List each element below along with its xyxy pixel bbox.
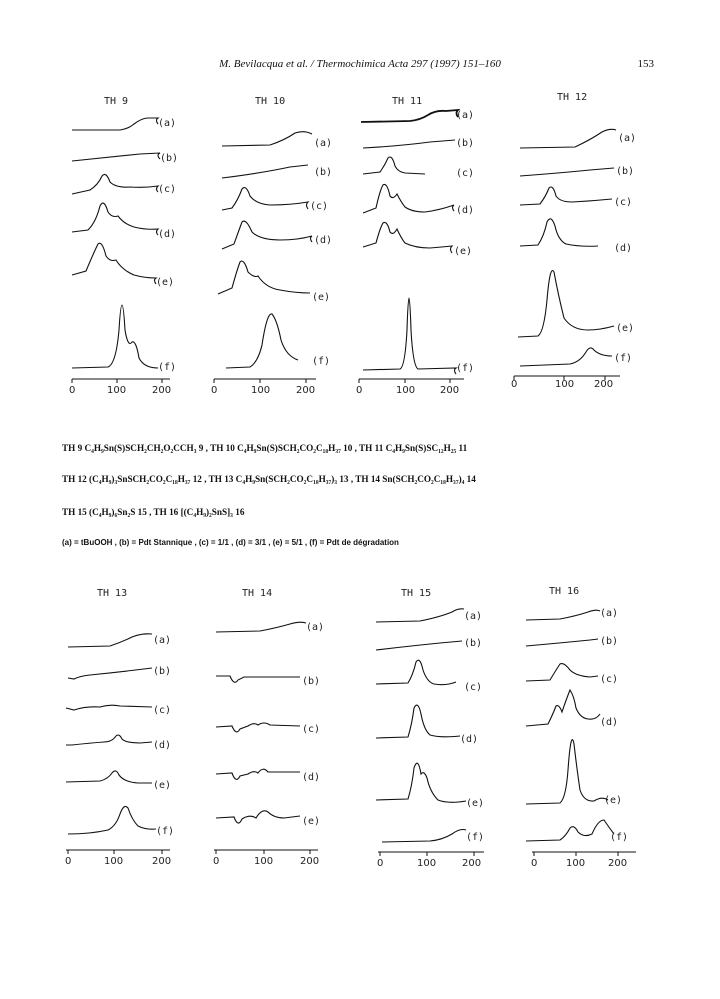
curve-label-e: (e) xyxy=(302,816,321,827)
curve-label-c: (c) xyxy=(153,705,172,716)
curve-label-d: (d) xyxy=(153,740,172,751)
curve-label-c: (c) xyxy=(302,724,321,735)
curve-label-f: (f) xyxy=(156,826,175,837)
curve-a xyxy=(520,129,616,148)
curve-label-f: (f) xyxy=(610,832,629,843)
panel-title: TH 10 xyxy=(255,96,286,107)
curve-label-a: (a) xyxy=(306,622,325,633)
curve-label-b: (b) xyxy=(464,638,483,649)
tick-label: 0 xyxy=(531,858,538,869)
tick-label: 0 xyxy=(511,379,518,390)
tick-label: 200 xyxy=(296,385,316,396)
curve-f xyxy=(363,298,456,374)
curve-e xyxy=(526,740,608,804)
curve-e xyxy=(363,222,452,253)
curve-c xyxy=(526,664,598,681)
curve-label-d: (d) xyxy=(614,243,633,254)
panel-title: TH 16 xyxy=(549,586,580,597)
panel-th15 xyxy=(376,588,484,869)
curve-a xyxy=(68,634,152,647)
panel-th10 xyxy=(211,96,332,396)
curve-label-d: (d) xyxy=(460,734,479,745)
curve-label-b: (b) xyxy=(600,636,619,647)
curve-e xyxy=(218,261,310,294)
compound-caption-line-3: TH 15 (C₄H₉)₆Sn₂S 15 , TH 16 [(C₄H₉)₂SnS]₃ 16 xyxy=(62,507,245,517)
curve-c xyxy=(363,157,425,174)
curve-e xyxy=(66,771,152,783)
curve-b xyxy=(68,668,152,679)
curve-d xyxy=(66,735,152,745)
panel-title: TH 12 xyxy=(557,92,588,103)
curve-label-f: (f) xyxy=(158,362,177,373)
tick-label: 0 xyxy=(65,856,72,867)
curve-a xyxy=(222,132,312,146)
tick-label: 200 xyxy=(152,385,172,396)
curve-label-a: (a) xyxy=(153,635,172,646)
tick-label: 0 xyxy=(69,385,76,396)
curve-label-f: (f) xyxy=(312,356,331,367)
curve-label-e: (e) xyxy=(604,795,623,806)
curve-b xyxy=(526,639,598,646)
curve-label-d: (d) xyxy=(456,205,475,216)
curve-label-a: (a) xyxy=(314,138,333,149)
tick-label: 200 xyxy=(152,856,172,867)
curve-a xyxy=(376,609,464,622)
curve-b xyxy=(520,168,614,176)
curve-label-b: (b) xyxy=(160,153,179,164)
panel-title: TH 13 xyxy=(97,588,128,599)
curve-label-f: (f) xyxy=(614,353,633,364)
curve-label-d: (d) xyxy=(302,772,321,783)
curve-label-e: (e) xyxy=(156,277,175,288)
tick-label: 200 xyxy=(608,858,628,869)
curve-label-c: (c) xyxy=(310,201,329,212)
curve-label-b: (b) xyxy=(456,138,475,149)
curve-label-b: (b) xyxy=(616,166,635,177)
curve-b xyxy=(222,165,308,178)
curve-label-c: (c) xyxy=(600,674,619,685)
curve-b xyxy=(363,140,455,148)
curve-label-a: (a) xyxy=(456,110,475,121)
curve-e xyxy=(518,271,614,337)
curve-label-d: (d) xyxy=(158,229,177,240)
curve-e xyxy=(376,763,466,802)
curve-label-f: (f) xyxy=(456,363,475,374)
panel-th13 xyxy=(65,588,174,867)
curve-f xyxy=(72,305,158,368)
curve-c xyxy=(376,660,456,684)
curve-b xyxy=(376,641,462,650)
curve-label-a: (a) xyxy=(464,611,483,622)
tick-label: 200 xyxy=(300,856,320,867)
curve-label-e: (e) xyxy=(466,798,485,809)
curve-label-e: (e) xyxy=(312,292,331,303)
curve-b xyxy=(72,153,160,161)
curve-e xyxy=(72,243,156,284)
compound-caption-line-2: TH 12 (C₄H₉)₃SnSCH₂CO₂C₁₈H₃₇ 12 , TH 13 C₄H₉Sn(SCH₂CO₂C₁₈H₃₇)₃ 13 , TH 14 Sn(SCH₂CO₂C₁₈H₃₇)₄ 14 xyxy=(62,474,476,484)
panel-title: TH 9 xyxy=(104,96,129,107)
curve-label-c: (c) xyxy=(456,168,475,179)
curve-a xyxy=(526,610,600,620)
tick-label: 100 xyxy=(104,856,124,867)
panel-th11 xyxy=(356,96,474,396)
curve-d xyxy=(72,203,158,235)
curve-label-c: (c) xyxy=(158,184,177,195)
curve-label-f: (f) xyxy=(466,832,485,843)
curve-c xyxy=(66,705,152,710)
tick-label: 0 xyxy=(356,385,363,396)
curve-label-a: (a) xyxy=(600,608,619,619)
curve-a xyxy=(72,118,158,130)
curve-a xyxy=(216,622,306,632)
curve-f xyxy=(226,314,298,368)
panel-title: TH 14 xyxy=(242,588,273,599)
tick-label: 100 xyxy=(396,385,416,396)
curve-d xyxy=(526,690,600,726)
tick-label: 0 xyxy=(213,856,220,867)
page-number: 153 xyxy=(637,58,654,70)
panel-th16 xyxy=(526,586,636,869)
curve-f xyxy=(382,830,466,843)
tick-label: 200 xyxy=(440,385,460,396)
curve-c xyxy=(216,723,300,732)
curve-label-b: (b) xyxy=(302,676,321,687)
curve-label-e: (e) xyxy=(454,246,473,257)
panel-th14 xyxy=(213,588,324,867)
panel-title: TH 11 xyxy=(392,96,423,107)
curve-label-b: (b) xyxy=(314,167,333,178)
curve-c xyxy=(222,188,308,210)
curve-label-a: (a) xyxy=(158,118,177,129)
panel-th9 xyxy=(69,96,178,396)
curve-a xyxy=(361,110,458,122)
curve-label-d: (d) xyxy=(600,717,619,728)
curve-label-c: (c) xyxy=(464,682,483,693)
curve-d xyxy=(363,184,454,213)
curve-label-a: (a) xyxy=(618,133,637,144)
curve-legend: (a) = tBuOOH , (b) = Pdt Stannique , (c) = 1/1 , (d) = 3/1 , (e) = 5/1 , (f) = Pdt de dégradation xyxy=(62,538,399,547)
curve-label-e: (e) xyxy=(153,780,172,791)
curve-b xyxy=(216,676,300,682)
curve-e xyxy=(216,811,300,823)
compound-caption-line-1: TH 9 C₄H₉Sn(S)SCH₂CH₂O₂CCH₃ 9 , TH 10 C₄H₉Sn(S)SCH₂CO₂C₁₈H₃₇ 10 , TH 11 C₄H₉Sn(S)SC₁₂H₂₅ 11 xyxy=(62,443,468,453)
curve-f xyxy=(520,348,612,366)
tick-label: 100 xyxy=(107,385,127,396)
journal-citation: M. Bevilacqua et al. / Thermochimica Acta 297 (1997) 151–160 xyxy=(219,58,501,70)
tick-label: 200 xyxy=(594,379,614,390)
curve-c xyxy=(520,187,612,205)
curve-label-c: (c) xyxy=(614,197,633,208)
tick-label: 100 xyxy=(417,858,437,869)
tick-label: 0 xyxy=(211,385,218,396)
panel-th12 xyxy=(511,92,636,390)
tick-label: 200 xyxy=(462,858,482,869)
curve-d xyxy=(376,705,460,738)
tick-label: 100 xyxy=(566,858,586,869)
curve-d xyxy=(520,219,598,246)
curve-label-b: (b) xyxy=(153,666,172,677)
curve-f xyxy=(526,820,614,841)
curve-label-d: (d) xyxy=(314,235,333,246)
tick-label: 100 xyxy=(254,856,274,867)
curve-label-e: (e) xyxy=(616,323,635,334)
curve-f xyxy=(68,806,156,834)
tick-label: 100 xyxy=(555,379,575,390)
curve-d xyxy=(222,221,312,249)
tick-label: 0 xyxy=(377,858,384,869)
curve-d xyxy=(216,769,300,779)
curve-c xyxy=(72,174,158,194)
panel-title: TH 15 xyxy=(401,588,432,599)
tick-label: 100 xyxy=(251,385,271,396)
